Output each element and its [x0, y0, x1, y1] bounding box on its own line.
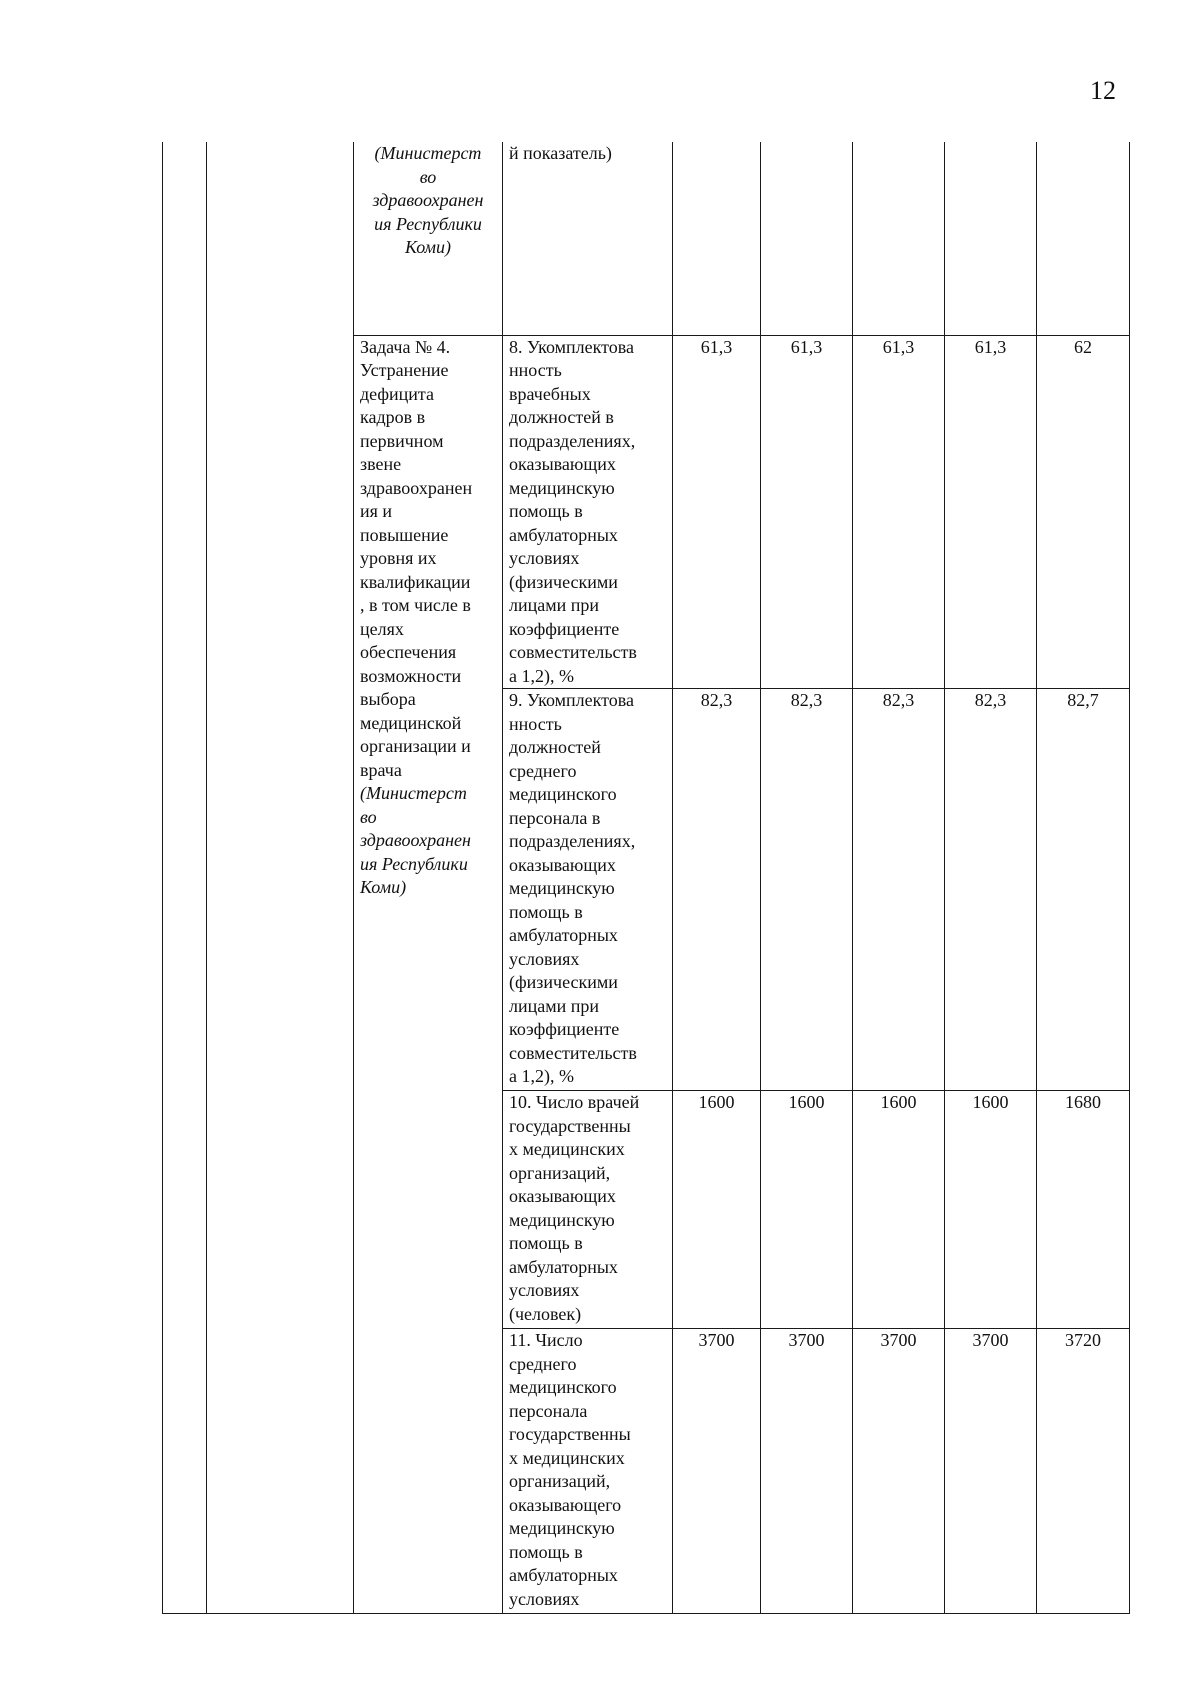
indicator-line: условиях	[509, 1280, 580, 1300]
indicator-line: оказывающего	[509, 1494, 622, 1515]
value-cell	[1037, 142, 1130, 335]
indicator-line: врачебных	[509, 383, 591, 404]
number-column-cell	[163, 142, 207, 1614]
indicator-line: 8. Укомплектова	[509, 336, 635, 357]
indicator-line: оказывающих	[509, 454, 616, 474]
task-4-ministry-line: (Министерст	[360, 783, 467, 803]
indicator-line: помощь в	[509, 501, 583, 521]
value-cell: 3720	[1037, 1329, 1130, 1614]
indicator-line: государственны	[509, 1424, 631, 1444]
indicator-line: среднего	[509, 1353, 577, 1374]
task-4-line: возможности	[360, 665, 462, 686]
indicator-line: амбулаторных	[509, 524, 618, 545]
value-cell: 62	[1037, 335, 1130, 689]
indicator-line: х медицинских	[509, 1139, 625, 1159]
indicator-line: медицинскую	[509, 1209, 615, 1230]
task-4-line: уровня их	[360, 548, 437, 568]
indicator-line: нность	[509, 360, 562, 380]
indicator-line: медицинскую	[509, 878, 615, 898]
value-cell: 61,3	[761, 335, 853, 689]
value-cell	[673, 142, 761, 335]
task-4-cell	[354, 335, 503, 1614]
indicator-line: оказывающих	[509, 854, 616, 875]
task-4-line: медицинской	[360, 712, 462, 733]
value-cell: 3700	[673, 1329, 761, 1614]
indicator-line: помощь в	[509, 901, 583, 922]
task-continuation-line: (Министерст	[374, 143, 482, 163]
value-cell: 82,3	[945, 689, 1037, 1091]
task-continuation-cell	[354, 142, 503, 335]
task-4-line: Устранение	[360, 360, 449, 380]
indicator-line: помощь в	[509, 1541, 583, 1562]
task-continuation-line: здравоохранен	[372, 190, 484, 210]
task-4-line: врача	[360, 759, 402, 780]
indicator-line: 11. Число	[509, 1330, 583, 1350]
indicator-line: медицинского	[509, 1377, 617, 1397]
indicator-line: амбулаторных	[509, 1256, 618, 1277]
indicator-line: х медицинских	[509, 1447, 625, 1468]
indicator-line: помощь в	[509, 1233, 583, 1253]
indicator-line: условиях	[509, 1588, 580, 1609]
value-cell	[853, 142, 945, 335]
indicator-continuation-cell	[503, 142, 673, 335]
indicator-line: оказывающих	[509, 1186, 616, 1206]
indicator-line: 10. Число врачей	[509, 1092, 640, 1112]
value-cell: 82,3	[761, 689, 853, 1091]
task-4-ministry-line: ия Республики	[360, 853, 468, 874]
value-cell: 82,7	[1037, 689, 1130, 1091]
task-4-line: звене	[360, 454, 402, 474]
task-4-line: обеспечения	[360, 642, 457, 662]
indicator-line: совместительств	[509, 1042, 637, 1063]
indicator-line: а 1,2), %	[509, 665, 574, 686]
task-continuation-line: ия Республики	[374, 213, 482, 234]
task-4-ministry-line: Коми)	[360, 877, 407, 897]
task-4-line: здравоохранен	[360, 477, 473, 498]
task-4-line: целях	[360, 618, 404, 639]
task-4-line: Задача № 4.	[360, 336, 451, 357]
indicator-line: 9. Укомплектова	[509, 690, 635, 710]
indicator-line: организаций,	[509, 1471, 611, 1491]
indicator-line: подразделениях,	[509, 831, 636, 851]
value-cell: 82,3	[853, 689, 945, 1091]
indicator-11-cell	[503, 1329, 673, 1614]
task-4-line: выбора	[360, 689, 416, 709]
task-4-ministry-line: во	[360, 806, 377, 827]
indicator-line: персонала	[509, 1400, 588, 1421]
indicator-line: медицинскую	[509, 477, 615, 498]
indicator-line: условиях	[509, 548, 580, 568]
indicator-line: (физическими	[509, 571, 618, 592]
indicator-line: должностей	[509, 737, 601, 757]
task-4-line: организации и	[360, 736, 471, 756]
task-4-line: квалификации	[360, 571, 471, 592]
value-cell	[761, 142, 853, 335]
indicator-line: государственны	[509, 1115, 631, 1136]
value-cell: 1680	[1037, 1091, 1130, 1329]
indicator-line: коэффициенте	[509, 618, 620, 639]
indicator-9-cell	[503, 689, 673, 1091]
value-cell: 1600	[673, 1091, 761, 1329]
value-cell: 1600	[853, 1091, 945, 1329]
task-4-ministry-line: здравоохранен	[360, 830, 471, 850]
indicator-line: медицинскую	[509, 1518, 615, 1538]
indicator-line: условиях	[509, 948, 580, 969]
indicator-line: должностей в	[509, 407, 614, 427]
task-4-line: ия и	[360, 501, 393, 521]
indicator-line: а 1,2), %	[509, 1066, 574, 1086]
value-cell: 82,3	[673, 689, 761, 1091]
task-4-line: дефицита	[360, 383, 435, 404]
goal-column-cell	[207, 142, 354, 1614]
value-cell	[945, 142, 1037, 335]
indicator-line: (человек)	[509, 1303, 582, 1324]
indicator-continuation-line: й показатель)	[509, 143, 612, 163]
indicator-line: нность	[509, 713, 562, 734]
indicator-line: лицами при	[509, 995, 600, 1016]
indicator-line: персонала в	[509, 807, 601, 828]
indicator-line: коэффициенте	[509, 1019, 620, 1039]
page-number: 12	[1090, 76, 1116, 105]
indicator-line: подразделениях,	[509, 430, 636, 451]
indicator-line: совместительств	[509, 642, 637, 662]
task-continuation-line: Коми)	[404, 237, 452, 257]
indicator-line: медицинского	[509, 784, 617, 804]
value-cell: 61,3	[673, 335, 761, 689]
indicator-line: (физическими	[509, 972, 618, 992]
task-4-line: кадров в	[360, 407, 426, 427]
task-4-line: повышение	[360, 524, 449, 545]
indicator-10-cell	[503, 1091, 673, 1329]
indicator-line: организаций,	[509, 1162, 611, 1183]
indicators-table	[162, 142, 1130, 1614]
value-cell: 3700	[761, 1329, 853, 1614]
value-cell: 1600	[945, 1091, 1037, 1329]
indicator-line: амбулаторных	[509, 925, 618, 945]
task-continuation-line: во	[419, 166, 437, 187]
value-cell: 61,3	[945, 335, 1037, 689]
value-cell: 3700	[853, 1329, 945, 1614]
value-cell: 1600	[761, 1091, 853, 1329]
continuation-row	[163, 142, 1130, 335]
indicator-line: амбулаторных	[509, 1565, 618, 1585]
value-cell: 3700	[945, 1329, 1037, 1614]
indicator-8-cell	[503, 335, 673, 689]
indicator-line: среднего	[509, 760, 577, 781]
task-4-line: первичном	[360, 430, 444, 451]
indicator-line: лицами при	[509, 595, 600, 615]
task-4-line: , в том числе в	[360, 595, 471, 615]
value-cell: 61,3	[853, 335, 945, 689]
